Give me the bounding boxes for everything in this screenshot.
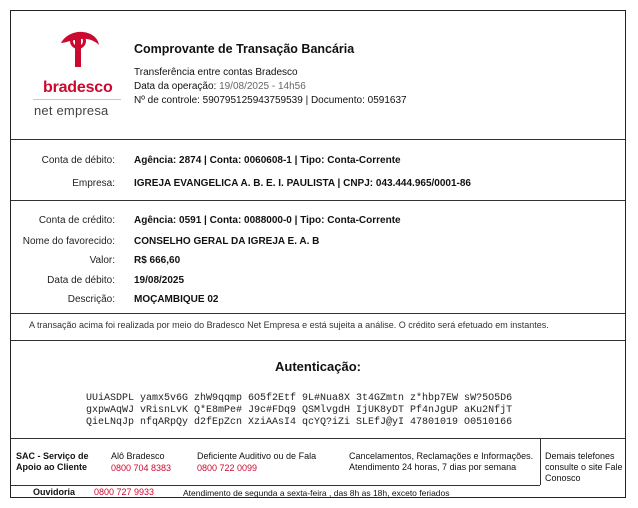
sac-title: SAC - Serviço de Apoio ao Cliente [16,451,89,472]
receipt-frame [10,10,626,498]
logo-divider [33,99,121,100]
divider [11,200,625,201]
divider [11,340,625,341]
operation-date [134,81,306,92]
bradesco-tree-logo-icon [55,30,101,70]
operation-date-value: 19/08/2025 - 14h56 [219,81,306,92]
brand-name: bradesco [43,79,113,96]
payee-value: CONSELHO GERAL DA IGREJA E. A. B [134,236,320,247]
divider [11,438,625,439]
ouvidoria-hours: Atendimento de segunda a sexta-feira , das 8h as 18h, exceto feriados [183,488,450,498]
cancel-info: Cancelamentos, Reclamações e Informações. Atendimento 24 horas, 7 dias por semana [349,451,534,472]
amount-value: R$ 666,60 [134,255,181,266]
credit-account-label: Conta de crédito: [38,215,115,226]
brand-subtitle: net empresa [34,103,109,118]
authentication-title: Autenticação: [275,359,361,374]
auth-line: gxpwAqWJ vRisnLvK Q*E8mPe# J9c#FDq9 QSMlvgdH IjUK8yDT Pf4nJgUP aKu2NfjT [86,405,513,416]
auth-line: QieLNqJp nfqARpQy d2fEpZcn XziAAsI4 qcYQ?iZi SLEfJ@yI 47801019 O0510166 [86,417,513,428]
amount-label: Valor: [89,255,115,266]
deaf-support-phone[interactable]: 0800 722 0099 [197,463,258,473]
page-title: Comprovante de Transação Bancária [134,42,355,56]
other-phones-info: Demais telefones consulte o site Fale Conosco [545,451,623,483]
auth-line: UUiASDPL yamx5v6G zhW9qqmp 6O5f2Etf 9L#Nua8X 3t4GZmtn z*hbp7EW sW?5O5D6 [86,393,513,404]
description-label: Descrição: [67,294,115,305]
operation-date-label: Data da operação: [134,81,217,92]
divider [11,139,625,140]
company-label: Empresa: [72,178,115,189]
ouvidoria-phone[interactable]: 0800 727 9933 [94,487,155,497]
alo-bradesco-phone[interactable]: 0800 704 8383 [111,463,172,473]
debit-account-label: Conta de débito: [41,155,115,166]
footer-divider [540,438,541,485]
description-value: MOÇAMBIQUE 02 [134,294,219,305]
payee-label: Nome do favorecido: [22,236,115,247]
debit-account-value: Agência: 2874 | Conta: 0060608-1 | Tipo: Conta-Corrente [134,155,401,166]
control-number: Nº de controle: 590795125943759539 | Documento: 0591637 [134,95,407,106]
deaf-support-label: Deficiente Auditivo ou de Fala [197,451,317,461]
company-value: IGREJA EVANGELICA A. B. E. I. PAULISTA | CNPJ: 043.444.965/0001-86 [134,178,471,189]
credit-account-value: Agência: 0591 | Conta: 0088000-0 | Tipo: Conta-Corrente [134,215,401,226]
divider [11,313,625,314]
disclaimer-note: A transação acima foi realizada por meio do Bradesco Net Empresa e está sujeita a análise. O crédito será efetuado em instantes. [29,320,549,330]
divider [11,485,540,486]
bradesco-logo [33,29,123,118]
authentication-code [86,393,512,429]
ouvidoria-label: Ouvidoria [33,487,76,497]
transfer-type: Transferência entre contas Bradesco [134,67,298,78]
debit-date-value: 19/08/2025 [134,275,185,286]
alo-bradesco-label: Alô Bradesco [111,451,165,461]
debit-date-label: Data de débito: [47,275,115,286]
